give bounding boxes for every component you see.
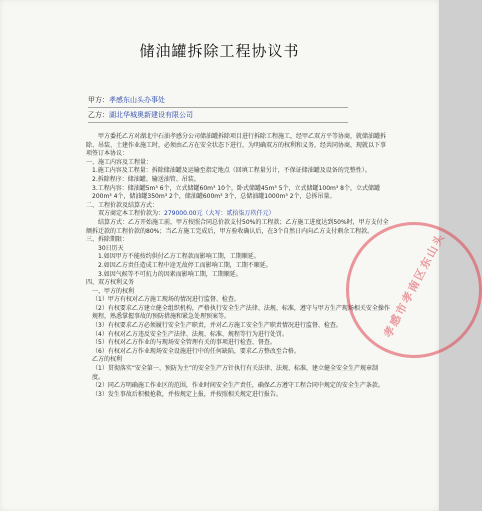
party-a-value: 孝感东山头办事处: [109, 96, 165, 104]
section-3-item: 2.如因乙方责任造成工程中途无故停工而影响工期，工期不顺延。: [98, 261, 272, 269]
party-b-rights-heading: 乙方的权利: [92, 356, 123, 364]
party-a-right-item: （4）有权对乙方违反安全生产法律、法规、标准、规程等行为进行处罚。: [92, 330, 288, 338]
duration: 30日历天: [98, 244, 124, 252]
price-label: 双方商定本工程价款为：: [98, 210, 165, 218]
section-1-item: 1.施工内容及工程量：拆除储油罐及运输至指定地点（回填工程量另计，不保证储油罐及设备的完整性）。: [92, 167, 371, 175]
party-b: [88, 110, 193, 120]
section-4-heading: 四、双方权利义务: [86, 279, 135, 287]
price-line: [86, 210, 390, 219]
section-3-item: 1.如因甲方不能按约供付乙方工程款而影响工期，工期顺延。: [98, 253, 260, 261]
document-title: 储油罐拆除工程协议书: [139, 42, 300, 60]
party-a-right-item: （2）有权要求乙方建立健全组织机构，严格执行安全生产法律、法规、标准，遵守与甲方生产现场相关安全操作规程，熟悉掌握事故的预防措施和紧急处理预案等。: [92, 304, 390, 321]
party-b-underline: [88, 122, 348, 123]
section-1-heading: 一、施工内容及工程量：: [86, 158, 153, 166]
price-amount: 279000.00元（大写：贰拾柒万玖仟元）: [164, 210, 275, 218]
section-3-item: 3.如因气候等不可抗力的因素而影响工期，工期顺延。: [98, 270, 242, 278]
party-a: [88, 95, 165, 105]
agreement-body: [86, 133, 390, 399]
party-b-right-item: （3）发生事故后积极抢救，并按规定上报，并按照相关规定进行报告。: [92, 390, 282, 398]
party-a-right-item: （3）有权要求乙方必须履行安全生产职责，并对乙方施工安全生产职责情况进行监督、检查。: [92, 322, 342, 330]
section-1-item: 2.拆除程序：储油罐、输送油管、吊装。: [92, 175, 200, 183]
party-a-right-item: （5）有权对乙方作业的与现场安全管理有关的事项进行检查、督查。: [92, 339, 276, 347]
party-a-label: 甲方：: [88, 96, 109, 104]
party-a-right-item: （1）甲方有权对乙方施工现场的情况进行监督、检查。: [92, 296, 240, 304]
party-b-right-item: （2）同乙方明确施工作业区的范围，作业时间安全生产责任，确保乙方遵守工程合同中规定的安全生产条款。: [92, 382, 384, 390]
party-b-label: 乙方：: [88, 111, 109, 119]
party-a-right-item: （6）有权对乙方作业现场安全设施进行中的任何缺陷，要求乙方整改至合格。: [92, 347, 300, 355]
party-b-right-item: （1）贯彻落实“安全第一、预防为主”的安全生产方针执行有关法律、法规、标准，建立健全安全生产规章制度。: [92, 365, 379, 381]
party-a-rights-heading: 一、甲方的权利: [92, 287, 135, 295]
seal-text: 孝感市孝南区东山头: [381, 230, 448, 340]
section-1-item: 3.工程内容：储油罐5m³ 6个，立式储罐60m³ 10个，卧式储罐45m³ 5个，立式储罐100m³ 8个，立式储罐200m³ 4个，储油罐350m³ 2个，储油罐600m³ 3个，总储油罐1000m³ 2个，总拆吊量。: [92, 184, 380, 201]
section-2-heading: 二、工程价款及结算方式：: [86, 201, 159, 209]
party-a-underline: [88, 107, 348, 108]
section-3-heading: 三、拆除期限：: [86, 236, 129, 244]
payment-terms: 结算方式：乙方开始施工前，甲方按照合同总价款支付50%的工程款；乙方施工进度达到50%时，甲方支付全额拆迁款的工程价款的80%；当乙方施工完成后，甲方验收确认后，在3个自然日内向乙方支付剩余工程款。: [86, 218, 389, 235]
party-b-value: 湖北华城奥新建设有限公司: [109, 111, 193, 119]
intro-paragraph: 甲方委托乙方对湖北中石油孝感分公司储油罐拆除项目进行拆除工程施工，经甲乙双方平等协商，就储油罐拆除、吊装、土建作业施工时，必须由乙方在安全状态下进行，为明确双方的权利和义务，经共同协商，现就以下事项签订本协议：: [86, 133, 387, 158]
